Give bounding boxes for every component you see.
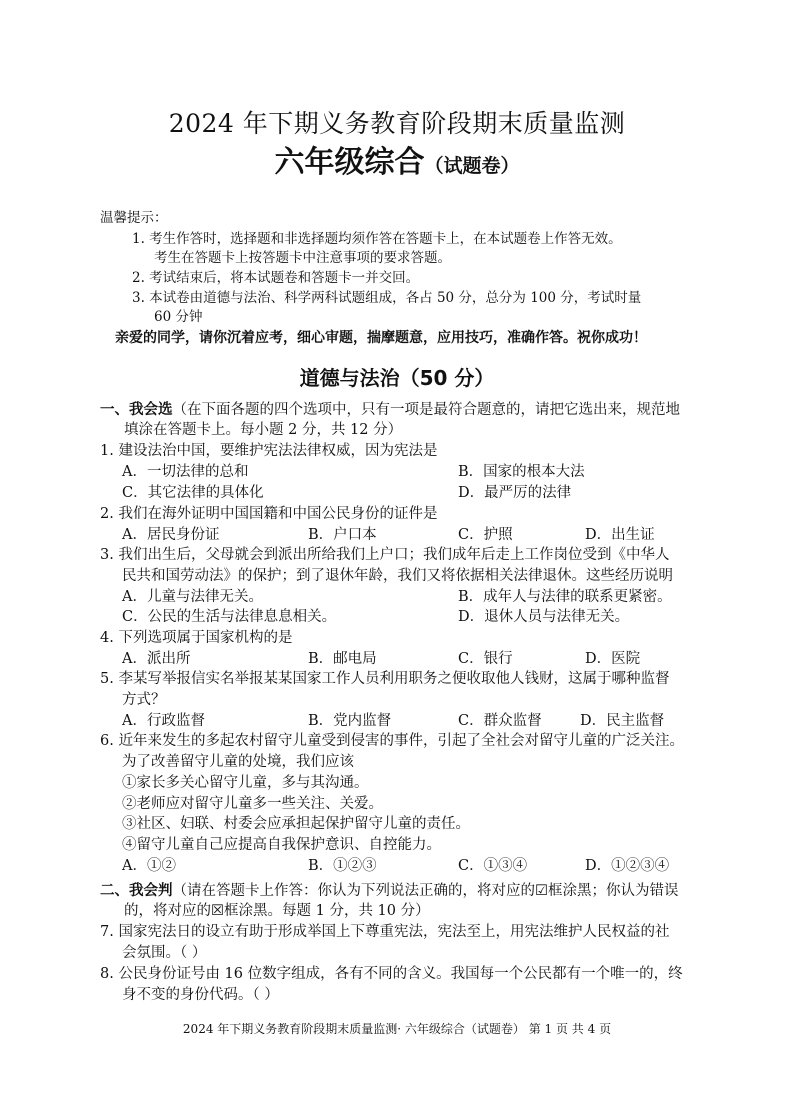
q3-option-d: D．退休人员与法律无关。 (458, 609, 630, 625)
q4-option-c: C．银行 (458, 651, 513, 667)
q4-option-d: D．医院 (585, 651, 641, 667)
tip-line-1: 1. 考生作答时，选择题和非选择题均须作答在答题卡上，在本试题卷上作答无效。 (132, 231, 622, 247)
subtitle-note: （试题卷） (424, 155, 520, 177)
q6-statement-2: ②老师应对留守儿童多一些关注、关爱。 (122, 796, 383, 812)
q3-option-a: A．儿童与法律无关。 (122, 589, 263, 605)
tip-line-3: 3. 本试卷由道德与法治、科学两科试题组成，各占 50 分，总分为 100 分，考试时量 (132, 290, 642, 306)
q3-option-c: C．公民的生活与法律息息相关。 (122, 609, 337, 625)
part2-label: 二、我会判 (100, 883, 173, 899)
q6-option-a: A．①② (122, 858, 176, 874)
part1-label: 一、我会选 (100, 402, 173, 418)
part1-instr-2: 填涂在答题卡上。每小题 2 分，共 12 分） (124, 422, 403, 438)
q5-stem-2: 方式？ (122, 692, 166, 708)
q6-stem-2: 为了改善留守儿童的处境，我们应该 (122, 754, 354, 770)
q5-option-b: B．党内监督 (308, 713, 392, 729)
q6-statement-4: ④留守儿童自己应提高自我保护意识、自控能力。 (122, 837, 441, 853)
q5-option-d: D．民主监督 (580, 713, 665, 729)
part2-instructions (100, 879, 679, 900)
q3-stem-1: 3. 我们出生后，父母就会到派出所给我们上户口；我们成年后走上工作岗位受到《中华人 (100, 547, 670, 563)
q6-statement-3: ③社区、妇联、村委会应承担起保护留守儿童的责任。 (122, 816, 470, 832)
q4-option-b: B．邮电局 (308, 651, 377, 667)
q2-option-b: B．户口本 (308, 527, 377, 543)
q2-option-a: A．居民身份证 (122, 527, 220, 543)
part1-instructions (100, 398, 680, 419)
q6-option-d: D．①②③④ (585, 858, 670, 874)
q7-line-1: 7. 国家宪法日的设立有助于形成举国上下尊重宪法，宪法至上，用宪法维护人民权益的社 (100, 924, 670, 940)
q3-stem-2: 民共和国劳动法》的保护；到了退休年龄，我们又将依据相关法律退休。这些经历说明 (122, 568, 673, 584)
q1-option-d: D．最严厉的法律 (458, 485, 572, 501)
q3-option-b: B．成年人与法律的联系更紧密。 (458, 589, 672, 605)
q6-statement-1: ①家长多关心留守儿童，多与其沟通。 (122, 775, 369, 791)
exam-subtitle (0, 137, 794, 181)
q8-line-1: 8. 公民身份证号由 16 位数字组成，各有不同的含义。我国每一个公民都有一个唯一的，终 (100, 966, 683, 982)
q2-option-c: C．护照 (458, 527, 513, 543)
q5-option-a: A．行政监督 (122, 713, 205, 729)
section-title: 道德与法治（50 分） (299, 366, 495, 390)
subtitle-main: 六年级综合 (274, 145, 425, 180)
page-footer: 2024 年下期义务教育阶段期末质量监测· 六年级综合（试题卷） 第 1 页 共 4 页 (182, 1022, 612, 1036)
q1-option-a: A．一切法律的总和 (122, 464, 249, 480)
encouragement-text: 亲爱的同学，请你沉着应考，细心审题，揣摩题意，应用技巧，准确作答。祝你成功！ (115, 330, 647, 346)
q8-line-2: 身不变的身份代码。（ ） (122, 987, 279, 1003)
part2-instr-1: （请在答题卡上作答：你认为下列说法正确的，将对应的☑框涂黑；你认为错误 (172, 883, 679, 899)
q1-option-c: C．其它法律的具体化 (122, 485, 264, 501)
tip-line-2: 2. 考试结束后，将本试题卷和答题卡一并交回。 (132, 270, 420, 286)
q2-option-d: D．出生证 (585, 527, 655, 543)
q5-stem-1: 5. 李某写举报信实名举报某某国家工作人员利用职务之便收取他人钱财，这属于哪种监督 (100, 671, 670, 687)
q1-option-b: B．国家的根本大法 (458, 464, 585, 480)
q4-option-a: A．派出所 (122, 651, 191, 667)
q1-stem: 1. 建设法治中国，要维护宪法法律权威，因为宪法是 (100, 443, 438, 459)
q4-stem: 4. 下列选项属于国家机构的是 (100, 630, 293, 646)
q6-option-b: B．①②③ (308, 858, 377, 874)
tips-heading: 温馨提示： (100, 210, 168, 226)
tip-line-3b: 60 分钟 (154, 309, 203, 325)
tip-line-1b: 考生在答题卡上按答题卡中注意事项的要求答题。 (154, 250, 451, 266)
q6-stem-1: 6. 近年来发生的多起农村留守儿童受到侵害的事件，引起了全社会对留守儿童的广泛关注。 (100, 733, 684, 749)
q5-option-c: C．群众监督 (458, 713, 542, 729)
q2-stem: 2. 我们在海外证明中国国籍和中国公民身份的证件是 (100, 506, 438, 522)
part2-instr-2: 的，将对应的☒框涂黑。每题 1 分，共 10 分） (124, 903, 430, 919)
exam-title: 2024 年下期义务教育阶段期末质量监测 (168, 109, 626, 138)
q6-option-c: C．①③④ (458, 858, 528, 874)
q7-line-2: 会氛围。（ ） (122, 945, 207, 961)
part1-instr-1: （在下面各题的四个选项中，只有一项是最符合题意的，请把它选出来，规范地 (172, 402, 680, 418)
